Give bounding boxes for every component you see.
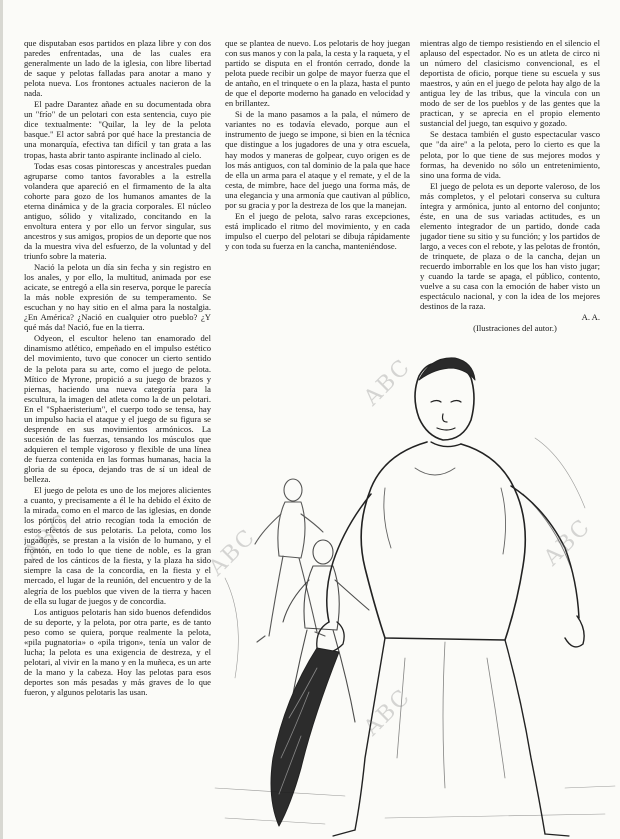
text-column-2: [225, 38, 410, 320]
main-pelotari-figure: [317, 358, 584, 836]
text-column-3: [420, 38, 600, 358]
paragraph: que disputaban esos partidos en plaza libre y con dos paredes enfrentadas, una de las cuales era generalmente un lado de la iglesia, con libre libertad de saque y pelotas falladas para anotar a mano y pelota nueva. Los frontones actuales nacieron de la nada.: [24, 38, 211, 99]
paragraph: mientras algo de tiempo resistiendo en el silencio el aplauso del espectador. No es un atleta de circo ni un número del clasicismo convencional, es el deportista de oficio, porque tiene su escuela y sus maestros, y aún en el juego de pelota hay algo de la antigua ley de las tribus, que la vincula con un modo de ser de los pueblos y de las gentes que la practican, y se aprecia en el propio elemento sustancial del juego, tan esquivo y gozado.: [420, 38, 600, 129]
paragraph: Los antiguos pelotaris han sido buenos defendidos de su deporte, y la pelota, por otra parte, es de tanto peso como se quiera, porque realmente la pelota, «pila pugnatoria» o «pila trigon», tenía un valor de lucha; la pelota es una exigencia de destreza, y el pelotari, al vivir en la mano y en la muñeca, es un arte de la mano y la cabeza. Hoy las pelotas para esos deportes son más pesadas y más graves de lo que fueron, y algunos pelotaris las usan.: [24, 606, 211, 697]
abc-watermark: ABC: [359, 354, 417, 411]
background-pelotari-figure: [255, 479, 325, 642]
abc-watermark: ABC: [359, 684, 417, 741]
abc-watermark: ABC: [19, 509, 77, 566]
author-signature: A. A.: [581, 312, 600, 323]
paragraph: Nació la pelota un día sin fecha y sin registro en los anales, y por ello, la multitud, animada por ese acicate, se entregó a ella sin reserva, porque le parecía la más noble expresión de su temperamento. Se escuchan y no hay sitio en el alma para la nostalgia. ¿En América? ¿Nació en cualquier otro pueblo? ¿Y qué más da! Nació, fue en la tierra.: [24, 262, 211, 333]
paragraph: El padre Darantez añade en su documentada obra un "frío" de un pelotari con esta sentencia, cuyo pie dice textualmente: "Quilar, la ley de la pelota basque." El actor sabrá por qué hace la prestancia de una monarquía, efectiva tan difícil y tan grata a las tropas, hasta abrir tanto aspirante inclinado al cielo.: [24, 99, 211, 160]
text-column-1: [24, 38, 211, 838]
abc-watermark: ABC: [539, 514, 597, 571]
paragraph: Se destaca también el gusto espectacular vasco que "da aire" a la pelota, pero lo cierto es que la pelota, por lo que tiene de sus mejores modos y formas, ha devenido no sólo un entretenimiento, sino una forma de vida.: [420, 129, 600, 180]
paragraph: En el juego de pelota, salvo raras excepciones, está implicado el ritmo del movimiento, y en cada impulso el cuerpo del pelotari se dibuja rápidamente y con toda su fuerza en la cancha, manteniéndose.: [225, 210, 410, 251]
abc-watermark: ABC: [204, 524, 262, 581]
paragraph: Si de la mano pasamos a la pala, el número de variantes no es todavía elevado, porque aun el instrumento de juego se impone, si bien en la técnica que distingue a los jugadores de una y otra escuela, hay modos y maneras de golpear, cuyo origen es de los más antiguos, con tal dominio de la pala que hace de ella un arma para el ataque y el remate, y el de la cesta, de mimbre, hace del juego una forma más, de una elegancia y una armonía que cautivan al público, por su gracia y por la destreza de los que la manejan.: [225, 109, 410, 210]
paragraph: El juego de pelota es uno de los mejores alicientes a cuanto, y precisamente a él le ha debido el éxito de la mirada, como en el marco de las iglesias, en donde los pórticos del atrio recogían toda la emoción de estos efectos de sus pelotaris. La pelota, como los jugadores, se prestan a la visión de lo humano, y el frontón, en todo lo que tiene de noble, es la gran pared de los cánticos de la fiesta, y la plaza ha sido siempre la casa de la concordia, en la fiesta y el mercado, el lugar de la reunión, del encuentro y de la alegría de los pueblos que viven de la tierra y hacen de ella su lugar de juegos y de concordia.: [24, 485, 211, 606]
paragraph: que se plantea de nuevo. Los pelotaris de hoy juegan con sus manos y con la pala, la cesta y la raqueta, y el partido se disputa en el frontón cerrado, donde la pelota puede recibir un golpe de mayor fuerza que el de antaño, en el trinquete o en la plaza, hasta el punto de que el deporte moderno ha ganado en velocidad y en brillantez.: [225, 38, 410, 109]
paragraph: Odyeon, el escultor heleno tan enamorado del dinamismo atlético, empeñado en el impulso estético del movimiento, tuvo que conocer un cierto sentido de la pelota para su arte, como el juego de pelota. Mítico de Myrone, propició a su juego de brazos y piernas, haciendo una nueva categoría para la escultura, la imagen del atleta como la de un pelotari. En el "Sphaeristerium", el cuerpo todo se tensa, hay un impulso hacia el ataque y el juego de su figura se desprende en sus movimientos armónicos. La sucesión de las fuerzas, tensando los músculos que adquieren el temple vigoroso y flexible de una línea de fuerza contenida en las formas humanas, hacia la gloria de su época, dejando tras de sí un ideal de belleza.: [24, 333, 211, 485]
page-fold-edge: [0, 0, 3, 839]
paragraph: El juego de pelota es un deporte valeroso, de los más completos, y el pelotari conserva su cultura íntegra y armónica, junto al entorno del conjunto; éste, en una de sus variadas actitudes, es un elemento integrador de un partido, donde cada jugador tiene su sitio y su función; y los partidos de largo, a veces con el rebote, y las pelotas de frontón, de trinquete, de plaza o de la cancha, dejan un recuerdo imborrable en los que los han visto jugar; y cuando la tarde se apaga, el público, contento, vuelve a su casa con la emoción de haber visto un espectáculo nacional, y con la idea de los mejores destinos de la raza.: [420, 180, 600, 312]
illustration-credit: (Ilustraciones del autor.): [473, 323, 557, 334]
pelotari-illustration: [205, 318, 617, 838]
paragraph: Todas esas cosas pintorescas y ancestrales puedan agruparse como tantos favorables a la estrella volandera que apareció en el firmamento de la alta cohorte para gozo de los humanos amantes de la eterna dinámica y de la gracia corporales. El núcleo antiguo, sólido y vitalizado, concitando en la envoltura entera y por ello un fervor singular, sus ancestros y sus amigos, propios de un deporte que nos da la muestra viva del esfuerzo, de la voluntad y del triunfo sobre la materia.: [24, 160, 211, 261]
cesta-glove-illustration: [271, 648, 339, 826]
